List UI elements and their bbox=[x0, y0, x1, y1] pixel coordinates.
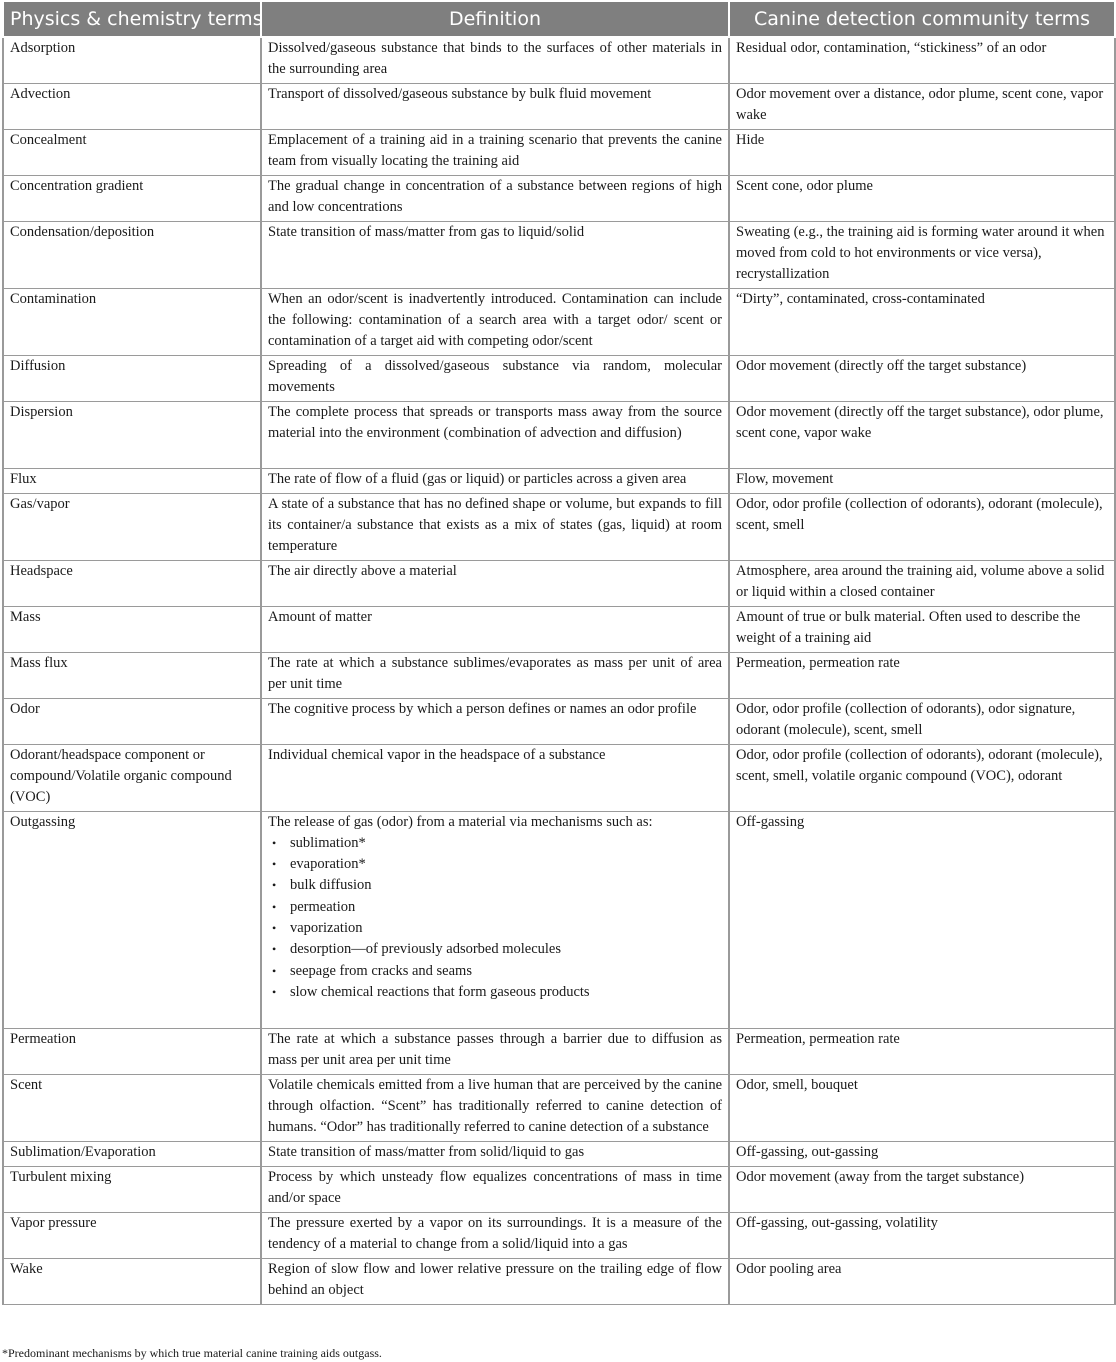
definition-text: Spreading of a dissolved/gaseous substance via random, molecular movements bbox=[268, 357, 722, 395]
canine-term-cell: Amount of true or bulk material. Often used to describe the weight of a training aid bbox=[729, 606, 1115, 652]
canine-term-cell: “Dirty”, contaminated, cross-contaminated bbox=[729, 288, 1115, 355]
table-row bbox=[3, 1074, 1115, 1141]
table-body bbox=[3, 37, 1115, 1304]
canine-term-cell: Off-gassing, out-gassing, volatility bbox=[729, 1212, 1115, 1258]
term-cell: Adsorption bbox=[3, 37, 261, 83]
canine-term-cell: Permeation, permeation rate bbox=[729, 652, 1115, 698]
table-row bbox=[3, 355, 1115, 401]
canine-term-cell: Off-gassing bbox=[729, 811, 1115, 1028]
list-item: • vaporization bbox=[290, 918, 722, 939]
definition-text: The air directly above a material bbox=[268, 562, 457, 579]
table-row bbox=[3, 83, 1115, 129]
table-row bbox=[3, 1141, 1115, 1166]
canine-term-cell: Odor movement (directly off the target substance), odor plume, scent cone, vapor wake bbox=[729, 401, 1115, 468]
definition-cell bbox=[261, 288, 729, 355]
term-cell: Dispersion bbox=[3, 401, 261, 468]
definition-cell bbox=[261, 493, 729, 560]
term-cell: Odorant/headspace component or compound/Volatile organic compound (VOC) bbox=[3, 744, 261, 811]
definition-text: The complete process that spreads or transports mass away from the source material into the environment (combination of advection and diffusion) bbox=[268, 403, 722, 441]
table-row bbox=[3, 744, 1115, 811]
definition-text: Amount of matter bbox=[268, 608, 372, 625]
table-row bbox=[3, 1258, 1115, 1304]
term-cell: Sublimation/Evaporation bbox=[3, 1141, 261, 1166]
definition-text: The cognitive process by which a person defines or names an odor profile bbox=[268, 700, 697, 717]
definition-cell bbox=[261, 744, 729, 811]
definition-text: The pressure exerted by a vapor on its surroundings. It is a measure of the tendency of a material to change from a solid/liquid into a gas bbox=[268, 1214, 722, 1252]
term-cell: Permeation bbox=[3, 1028, 261, 1074]
definition-cell bbox=[261, 1028, 729, 1074]
term-cell: Turbulent mixing bbox=[3, 1166, 261, 1212]
canine-term-cell: Off-gassing, out-gassing bbox=[729, 1141, 1115, 1166]
canine-term-cell: Odor, odor profile (collection of odorants), odorant (molecule), scent, smell bbox=[729, 493, 1115, 560]
definition-text: The rate of flow of a fluid (gas or liquid) or particles across a given area bbox=[268, 470, 687, 487]
definition-cell bbox=[261, 698, 729, 744]
table-row bbox=[3, 288, 1115, 355]
definition-cell bbox=[261, 560, 729, 606]
table-row bbox=[3, 401, 1115, 468]
canine-term-cell: Odor pooling area bbox=[729, 1258, 1115, 1304]
definition-text: Region of slow flow and lower relative pressure on the trailing edge of flow behind an object bbox=[268, 1260, 722, 1298]
term-cell: Concentration gradient bbox=[3, 175, 261, 221]
table-row bbox=[3, 37, 1115, 83]
list-item: • permeation bbox=[290, 897, 722, 918]
definition-cell bbox=[261, 1258, 729, 1304]
definition-text: Emplacement of a training aid in a training scenario that prevents the canine team from visually locating the training aid bbox=[268, 131, 722, 169]
term-cell: Odor bbox=[3, 698, 261, 744]
definition-cell bbox=[261, 811, 729, 1028]
list-item: • seepage from cracks and seams bbox=[290, 961, 722, 982]
table-row bbox=[3, 606, 1115, 652]
terms-table bbox=[2, 2, 1116, 1305]
definition-text: Individual chemical vapor in the headspace of a substance bbox=[268, 746, 606, 763]
canine-term-cell: Odor, smell, bouquet bbox=[729, 1074, 1115, 1141]
canine-term-cell: Odor movement over a distance, odor plume, scent cone, vapor wake bbox=[729, 83, 1115, 129]
table-row bbox=[3, 652, 1115, 698]
term-cell: Mass bbox=[3, 606, 261, 652]
terms-table-container bbox=[2, 2, 1114, 1305]
definition-text: The rate at which a substance passes through a barrier due to diffusion as mass per unit area per unit time bbox=[268, 1030, 722, 1068]
term-cell: Concealment bbox=[3, 129, 261, 175]
definition-cell bbox=[261, 129, 729, 175]
list-item: • slow chemical reactions that form gaseous products bbox=[290, 982, 722, 1003]
term-cell: Flux bbox=[3, 468, 261, 493]
term-cell: Contamination bbox=[3, 288, 261, 355]
definition-cell bbox=[261, 468, 729, 493]
canine-term-cell: Odor movement (directly off the target substance) bbox=[729, 355, 1115, 401]
definition-text: When an odor/scent is inadvertently introduced. Contamination can include the following: contamination of a search area with a target odor/ scent or contamination of a target aid with competing odor/scent bbox=[268, 290, 722, 350]
list-item: • bulk diffusion bbox=[290, 875, 722, 896]
definition-text: Dissolved/gaseous substance that binds to the surfaces of other materials in the surrounding area bbox=[268, 40, 722, 78]
header-row bbox=[3, 2, 1115, 37]
term-cell: Advection bbox=[3, 83, 261, 129]
list-item: • desorption—of previously adsorbed molecules bbox=[290, 939, 722, 960]
definition-cell bbox=[261, 1212, 729, 1258]
definition-cell bbox=[261, 175, 729, 221]
list-item: • sublimation* bbox=[290, 833, 722, 854]
definition-text: The rate at which a substance sublimes/evaporates as mass per unit of area per unit time bbox=[268, 654, 722, 692]
canine-term-cell: Odor, odor profile (collection of odorants), odor signature, odorant (molecule), scent, smell bbox=[729, 698, 1115, 744]
term-cell: Scent bbox=[3, 1074, 261, 1141]
definition-text: State transition of mass/matter from solid/liquid to gas bbox=[268, 1143, 585, 1160]
canine-term-cell: Atmosphere, area around the training aid, volume above a solid or liquid within a closed container bbox=[729, 560, 1115, 606]
term-cell: Condensation/deposition bbox=[3, 221, 261, 288]
definition-cell bbox=[261, 221, 729, 288]
table-row bbox=[3, 129, 1115, 175]
definition-cell bbox=[261, 606, 729, 652]
definition-text: A state of a substance that has no defined shape or volume, but expands to fill its container/a substance that exists as a mix of states (gas, liquid) at room temperature bbox=[268, 495, 722, 555]
definition-cell bbox=[261, 37, 729, 83]
term-cell: Diffusion bbox=[3, 355, 261, 401]
table-row bbox=[3, 493, 1115, 560]
term-cell: Gas/vapor bbox=[3, 493, 261, 560]
table-row bbox=[3, 698, 1115, 744]
footnote: *Predominant mechanisms by which true material canine training aids outgass. bbox=[2, 1346, 382, 1360]
list-item: • evaporation* bbox=[290, 854, 722, 875]
canine-term-cell: Residual odor, contamination, “stickiness” of an odor bbox=[729, 37, 1115, 83]
term-cell: Mass flux bbox=[3, 652, 261, 698]
term-cell: Wake bbox=[3, 1258, 261, 1304]
definition-cell bbox=[261, 83, 729, 129]
canine-term-cell: Permeation, permeation rate bbox=[729, 1028, 1115, 1074]
canine-term-cell: Scent cone, odor plume bbox=[729, 175, 1115, 221]
table-row bbox=[3, 811, 1115, 1028]
table-row bbox=[3, 560, 1115, 606]
table-row bbox=[3, 221, 1115, 288]
table-row bbox=[3, 1028, 1115, 1074]
definition-cell bbox=[261, 355, 729, 401]
definition-cell bbox=[261, 1141, 729, 1166]
table-row bbox=[3, 1166, 1115, 1212]
definition-text: Transport of dissolved/gaseous substance by bulk fluid movement bbox=[268, 85, 652, 102]
canine-term-cell: Hide bbox=[729, 129, 1115, 175]
table-row bbox=[3, 468, 1115, 493]
definition-cell bbox=[261, 401, 729, 468]
outgassing-mechanism-list bbox=[268, 833, 722, 1003]
definition-cell bbox=[261, 1166, 729, 1212]
canine-term-cell: Flow, movement bbox=[729, 468, 1115, 493]
canine-term-cell: Odor movement (away from the target substance) bbox=[729, 1166, 1115, 1212]
header-physics-terms: Physics & chemistry terms bbox=[3, 2, 261, 37]
canine-term-cell: Sweating (e.g., the training aid is forming water around it when moved from cold to hot environments or vice versa), recrystallization bbox=[729, 221, 1115, 288]
canine-term-cell: Odor, odor profile (collection of odorants), odorant (molecule), scent, smell, volatile organic compound (VOC), odorant bbox=[729, 744, 1115, 811]
table-row bbox=[3, 175, 1115, 221]
definition-cell bbox=[261, 1074, 729, 1141]
definition-text: Process by which unsteady flow equalizes concentrations of mass in time and/or space bbox=[268, 1168, 722, 1206]
definition-text: State transition of mass/matter from gas to liquid/solid bbox=[268, 223, 585, 240]
table-row bbox=[3, 1212, 1115, 1258]
definition-cell bbox=[261, 652, 729, 698]
header-definition: Definition bbox=[261, 2, 729, 37]
definition-text: The release of gas (odor) from a material via mechanisms such as: bbox=[268, 813, 653, 830]
term-cell: Headspace bbox=[3, 560, 261, 606]
definition-text: Volatile chemicals emitted from a live human that are perceived by the canine through olfaction. “Scent” has traditionally referred to canine detection of humans. “Odor” has traditionally referred to canine detection of a substance bbox=[268, 1076, 722, 1136]
definition-text: The gradual change in concentration of a substance between regions of high and low concentrations bbox=[268, 177, 722, 215]
term-cell: Outgassing bbox=[3, 811, 261, 1028]
term-cell: Vapor pressure bbox=[3, 1212, 261, 1258]
header-canine-terms: Canine detection community terms bbox=[729, 2, 1115, 37]
